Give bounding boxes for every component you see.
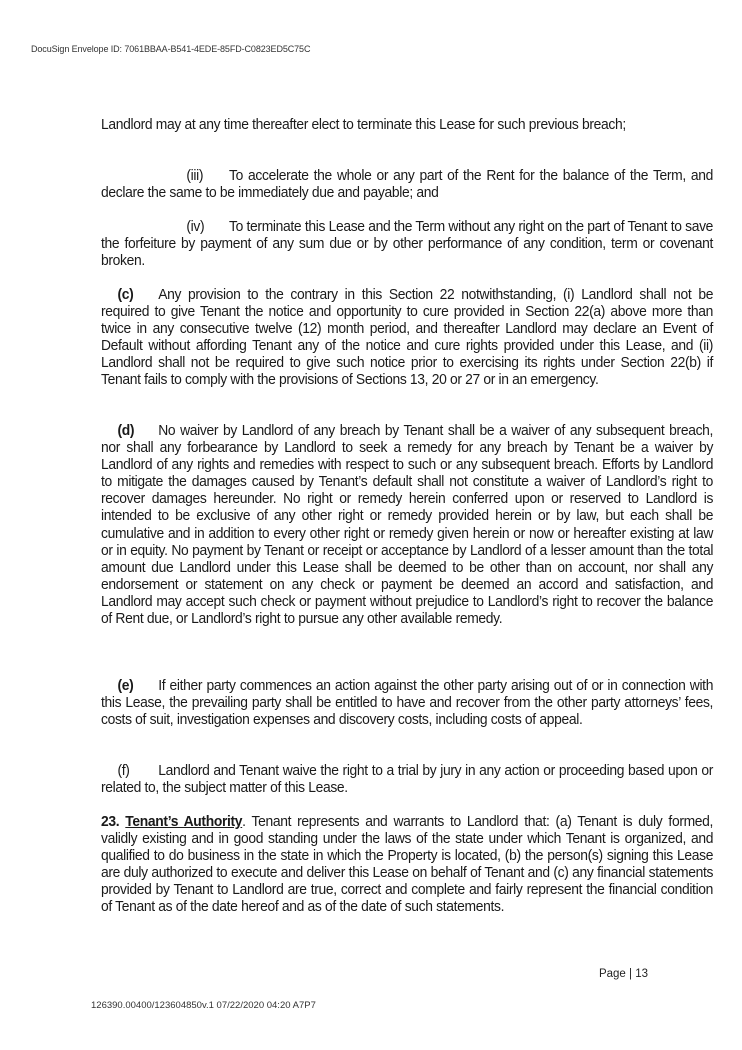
section-23-text: . Tenant represents and warrants to Landlord that: (a) Tenant is duly formed, validly existing and in good standing under the laws of the state under which Tenant is organized, and qualified to do business in the state in which the Property is located, (b) the person(s) signing this Lease are duly authorized to execute and deliver this Lease on behalf of Tenant and (c) any financial statements provided by Tenant to Landlord are true, correct and complete and fairly represent the financial condition of Tenant as of the date hereof and as of the date of such statements.: [101, 814, 714, 916]
section-23-title: Tenant’s Authority: [125, 814, 243, 830]
paragraph-f: [101, 763, 732, 797]
paragraph-c-text: Any provision to the contrary in this Section 22 notwithstanding, (i) Landlord shall not be required to give Tenant the notice and opportunity to cure provided in Section 22(a) above more than twice in any consecutive twelve (12) month period, and thereafter Landlord may declare an Event of Default without affording Tenant any of the notice and cure rights provided under this Lease, and (ii) Landlord shall not be required to give such notice prior to exercising its rights under Section 22(b) if Tenant fails to comply with the provisions of Sections 13, 20 or 27 or in an emergency.: [101, 287, 714, 389]
docusign-envelope-id: DocuSign Envelope ID: 7061BBAA-B541-4EDE-85FD-C0823ED5C75C: [31, 44, 311, 54]
paragraph-e-label: (e): [117, 678, 134, 694]
item-iv-paragraph: [101, 219, 732, 270]
paragraph-f-text: Landlord and Tenant waive the right to a trial by jury in any action or proceeding based upon or related to, the subject matter of this Lease.: [101, 763, 714, 797]
continuation-paragraph: [101, 117, 732, 134]
paragraph-e-text: If either party commences an action against the other party arising out of or in connection with this Lease, the prevailing party shall be entitled to have and recover from the other party attorneys’ fees, costs of suit, investigation expenses and discovery costs, including costs of appeal.: [101, 678, 714, 729]
item-iii-paragraph: [101, 168, 732, 202]
item-iii-label: (iii): [186, 168, 204, 184]
paragraph-d-label: (d): [117, 423, 135, 439]
document-id-footer: 126390.00400/123604850v.1 07/22/2020 04:20 A7P7: [91, 1000, 316, 1011]
section-23: [101, 814, 732, 917]
item-iv-text: To terminate this Lease and the Term without any right on the part of Tenant to save the forfeiture by payment of any sum due or by other performance of any condition, term or covenant broken.: [101, 219, 714, 270]
paragraph-c: [101, 287, 732, 390]
paragraph-f-label: (f): [117, 763, 130, 779]
section-23-number: 23.: [101, 814, 120, 830]
paragraph-d: [101, 423, 732, 628]
continuation-text: Landlord may at any time thereafter elect to terminate this Lease for such previous breach;: [101, 117, 626, 133]
page-number: Page | 13: [598, 968, 648, 980]
paragraph-c-label: (c): [117, 287, 134, 303]
paragraph-d-text: No waiver by Landlord of any breach by Tenant shall be a waiver of any subsequent breach, nor shall any forbearance by Landlord to seek a remedy for any breach by Tenant be a waiver by Landlord of any rights and remedies with respect to such or any subsequent breach. Efforts by Landlord to mitigate the damages caused by Tenant’s default shall not constitute a waiver of Landlord’s right to recover damages hereunder. No right or remedy herein conferred upon or reserved to Landlord is intended to be exclusive of any other right or remedy provided herein or by law, but each shall be cumulative and in addition to every other right or remedy given herein or now or hereafter existing at law or in equity. No payment by Tenant or receipt or acceptance by Landlord of a lesser amount than the total amount due Landlord under this Lease shall be deemed to be other than on account, nor shall any endorsement or statement on any check or payment be deemed an accord and satisfaction, and Landlord may accept such check or payment without prejudice to Landlord’s right to recover the balance of Rent due, or Landlord’s right to pursue any other available remedy.: [101, 423, 714, 628]
item-iii-text: To accelerate the whole or any part of the Rent for the balance of the Term, and declare the same to be immediately due and payable; and: [101, 168, 714, 202]
item-iv-label: (iv): [186, 219, 205, 235]
paragraph-e: [101, 678, 732, 729]
